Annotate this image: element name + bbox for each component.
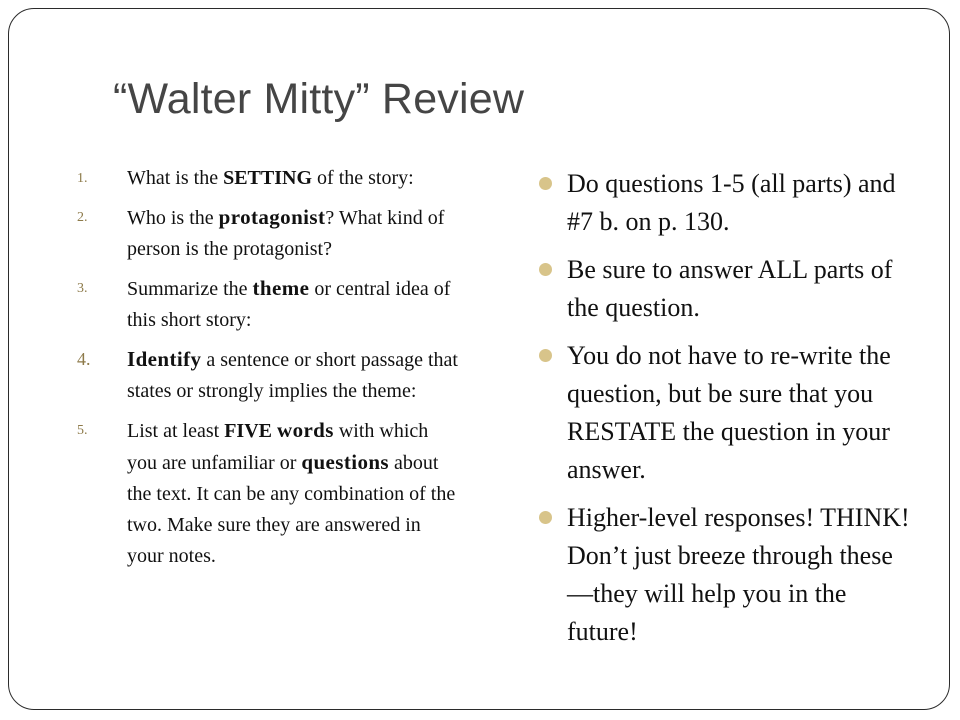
list-item xyxy=(71,415,461,572)
question-keyword: FIVE xyxy=(224,420,277,442)
bullet-icon xyxy=(539,263,552,276)
question-keyword: questions xyxy=(301,450,390,474)
question-keyword: theme xyxy=(252,276,310,300)
instruction-text: Do questions 1-5 (all parts) and #7 b. on p. 130. xyxy=(567,169,896,236)
question-text: ? What kind of person is the protagonist? xyxy=(127,207,445,260)
question-text: about the text. It can be any combination of the two. Make sure they are answered in your notes. xyxy=(127,452,456,567)
instruction-list xyxy=(537,165,917,661)
list-item xyxy=(537,337,917,489)
bullet-icon xyxy=(539,177,552,190)
instruction-text: Be sure to answer ALL parts of the question. xyxy=(567,255,893,322)
question-keyword: protagonist xyxy=(218,205,326,229)
question-keyword: words xyxy=(277,418,334,442)
question-keyword: SETTING xyxy=(223,167,313,189)
instruction-text: Higher-level responses! THINK! Don’t just breeze through these—they will help you in the future! xyxy=(567,503,910,646)
list-number: 4. xyxy=(77,349,91,369)
list-item xyxy=(71,273,461,336)
list-item xyxy=(537,499,917,651)
question-text: with which you are unfamiliar or xyxy=(127,420,429,474)
question-text: List at least xyxy=(127,420,225,442)
list-item xyxy=(537,165,917,241)
question-text: of the story: xyxy=(312,167,414,189)
question-text: What is the xyxy=(127,167,224,189)
question-text: or central idea of this short story: xyxy=(127,278,451,331)
question-text: Who is the xyxy=(127,207,219,229)
list-item xyxy=(537,251,917,327)
bullet-icon xyxy=(539,511,552,524)
list-item xyxy=(71,344,461,407)
list-number: 3. xyxy=(77,281,88,296)
list-number: 5. xyxy=(77,423,88,438)
list-item xyxy=(71,163,461,194)
question-list xyxy=(71,163,461,580)
instruction-text: You do not have to re-write the question, but be sure that you RESTATE the question in your answer. xyxy=(567,341,891,484)
question-keyword: Identify xyxy=(127,347,202,371)
question-text: a sentence or short passage that states or strongly implies the theme: xyxy=(127,349,458,402)
question-text: Summarize the xyxy=(127,278,253,300)
list-number: 1. xyxy=(77,171,88,186)
list-item xyxy=(71,202,461,265)
slide-frame xyxy=(8,8,950,710)
bullet-icon xyxy=(539,349,552,362)
slide-title: “Walter Mitty” Review xyxy=(113,75,525,123)
list-number: 2. xyxy=(77,210,88,225)
